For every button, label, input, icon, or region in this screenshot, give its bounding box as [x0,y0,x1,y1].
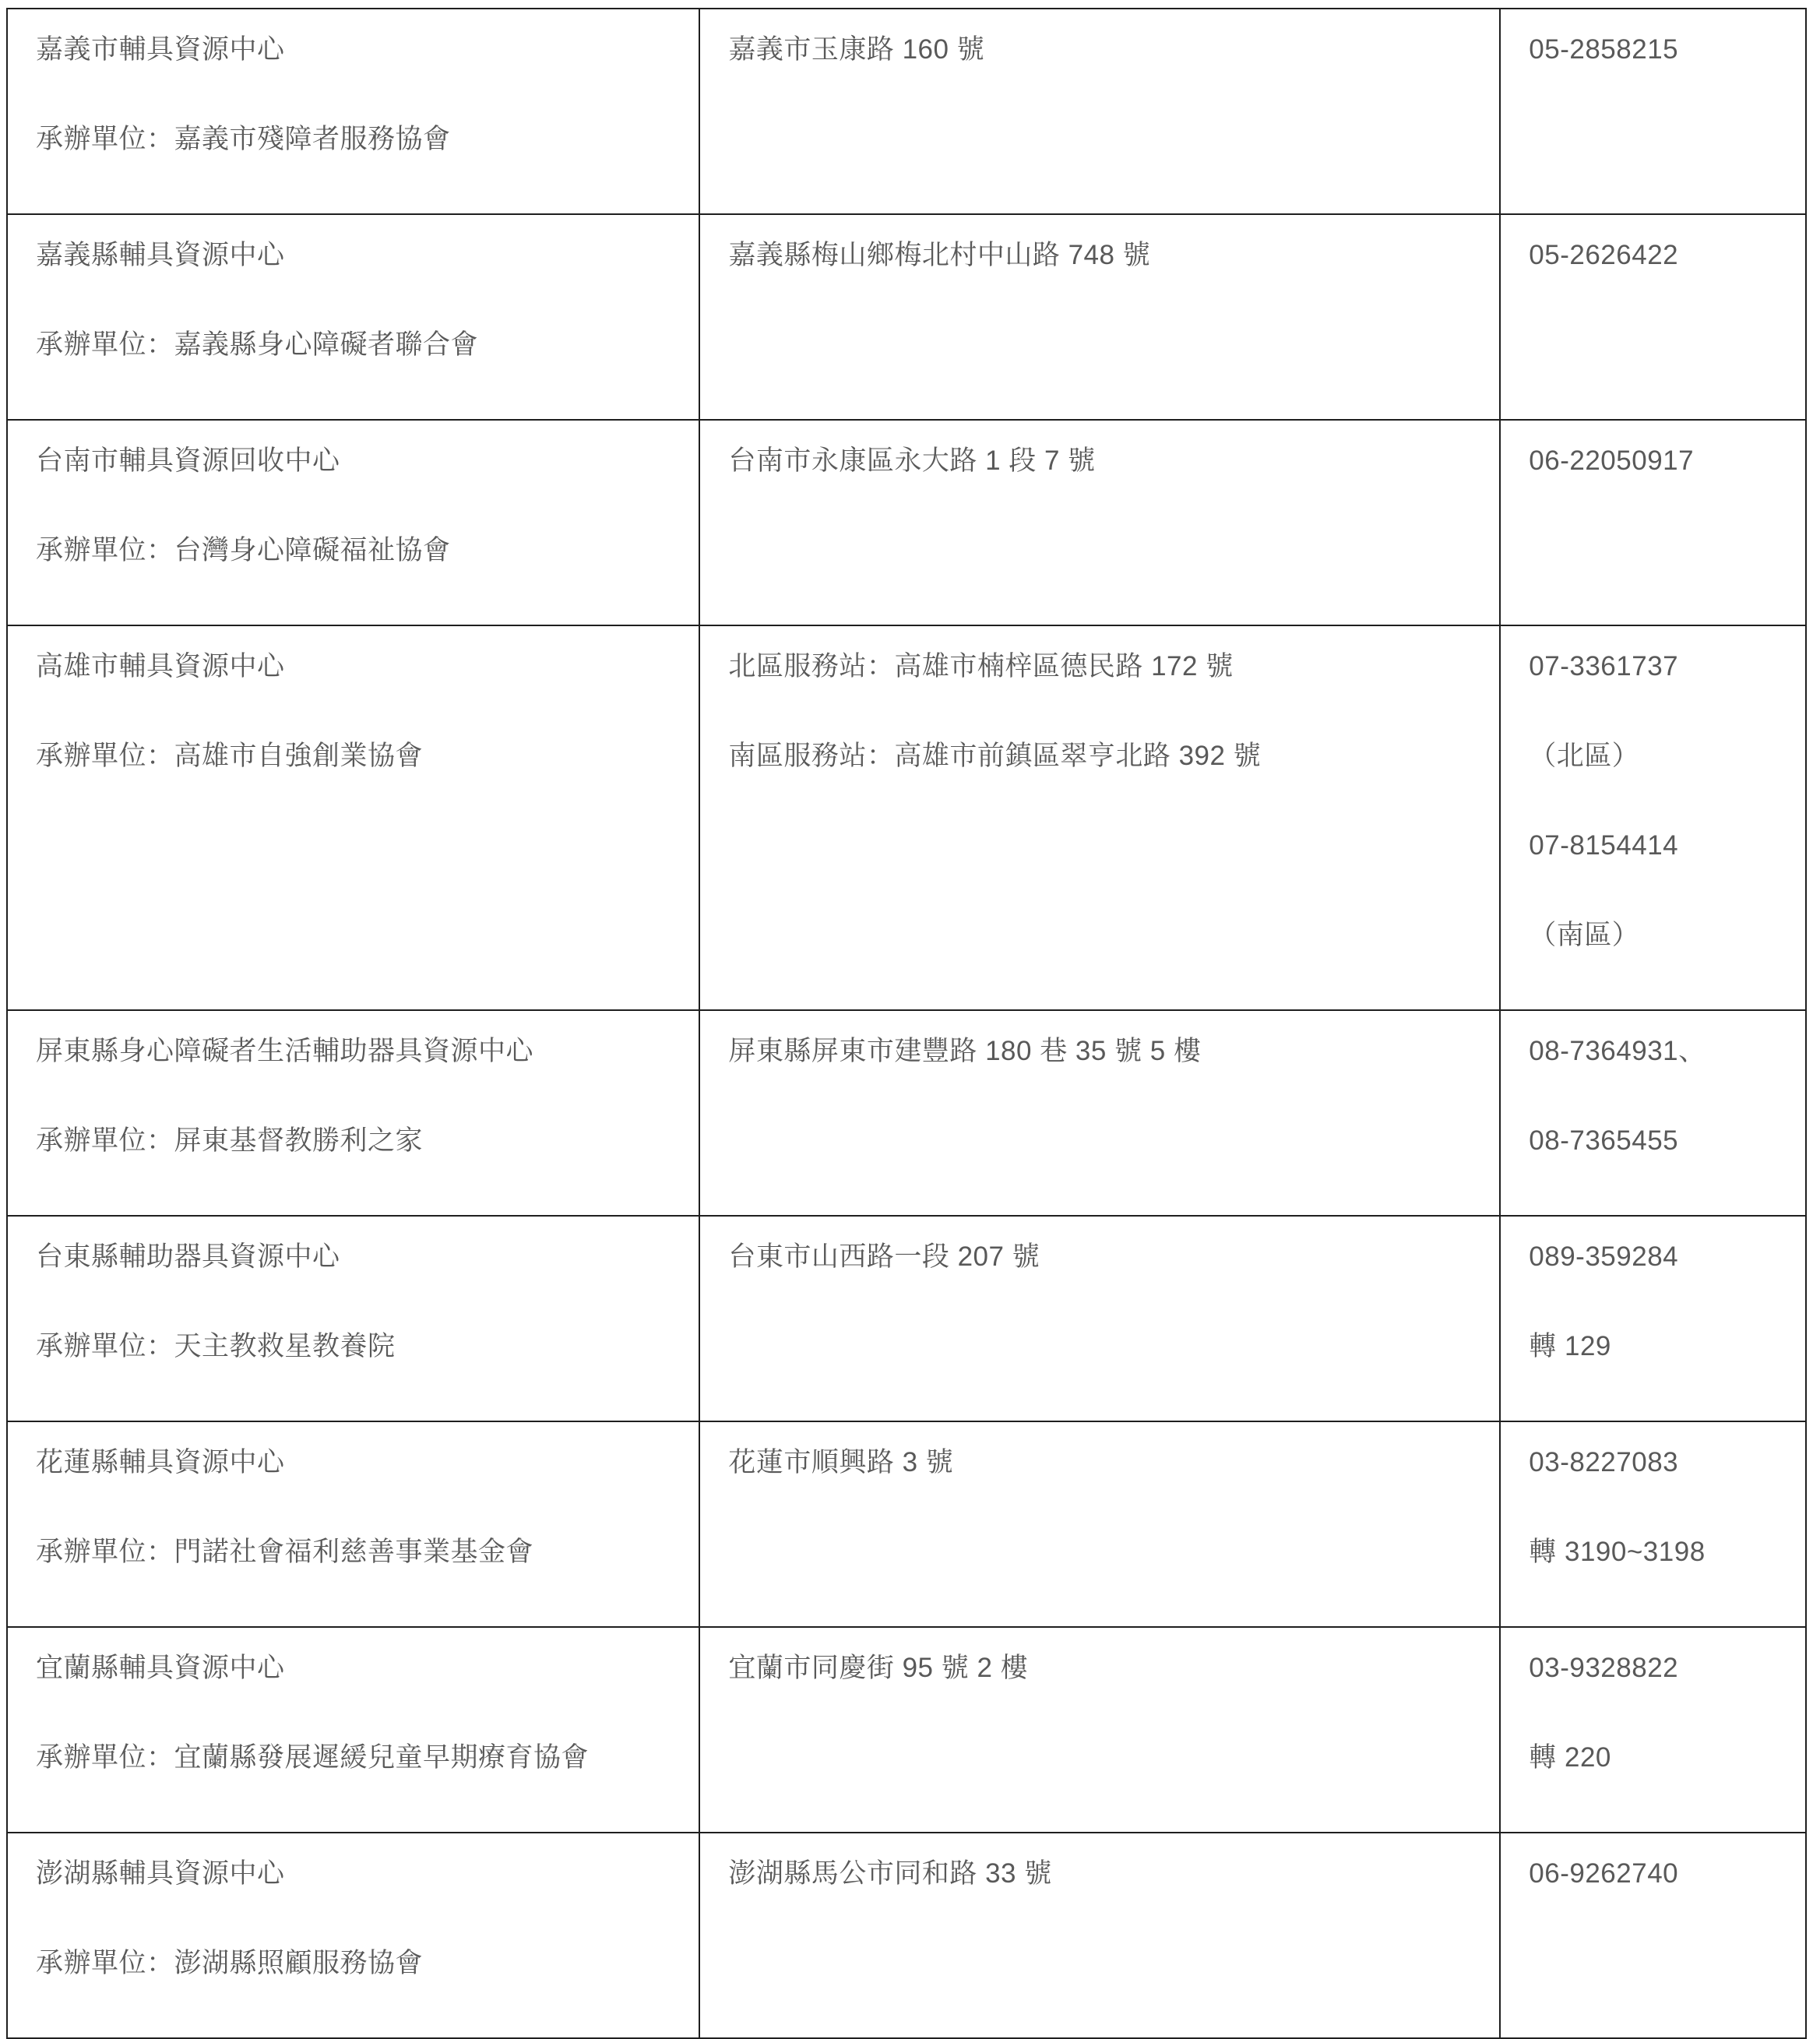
cell-line: 轉 3190~3198 [1529,1537,1706,1567]
cell-line: （南區） [1529,920,1640,950]
center-name-cell [7,214,699,420]
cell-line: 06-22050917 [1529,445,1695,476]
cell-line: 03-8227083 [1529,1447,1679,1477]
phone-cell [1500,1833,1806,2038]
table-body [7,9,1806,2038]
phone-cell [1500,214,1806,420]
cell-line: 北區服務站：高雄市楠梓區德民路 172 號 [728,651,1234,681]
cell-line: 07-8154414 [1529,830,1679,861]
center-name-cell [7,1627,699,1833]
center-name-cell [7,9,699,214]
address-cell [699,625,1500,1010]
cell-line: 澎湖縣輔具資源中心 [36,1858,285,1889]
cell-line: 承辦單位：嘉義縣身心障礙者聯合會 [36,329,479,360]
cell-line: 承辦單位：宜蘭縣發展遲緩兒童早期療育協會 [36,1742,590,1773]
cell-line: 花蓮市順興路 3 號 [728,1447,954,1477]
phone-cell [1500,1627,1806,1833]
cell-line: 承辦單位：天主教救星教養院 [36,1331,396,1361]
table-row [7,1833,1806,2038]
address-cell [699,214,1500,420]
cell-line: 高雄市輔具資源中心 [36,651,285,681]
cell-line: 屏東縣身心障礙者生活輔助器具資源中心 [36,1036,534,1066]
address-cell [699,1216,1500,1421]
address-cell [699,1833,1500,2038]
center-name-cell [7,420,699,625]
cell-line: 轉 220 [1529,1742,1611,1773]
center-name-cell [7,1833,699,2038]
address-cell [699,9,1500,214]
cell-line: 07-3361737 [1529,651,1679,681]
center-name-cell [7,1421,699,1627]
phone-cell [1500,420,1806,625]
cell-line: 承辦單位：台灣身心障礙福祉協會 [36,535,451,565]
cell-line: 南區服務站：高雄市前鎮區翠亨北路 392 號 [728,741,1262,771]
cell-line: 澎湖縣馬公市同和路 33 號 [728,1858,1052,1889]
cell-line: 089-359284 [1529,1241,1679,1272]
cell-line: 承辦單位：嘉義市殘障者服務協會 [36,124,451,154]
cell-line: 轉 129 [1529,1331,1611,1361]
table-row [7,1627,1806,1833]
table-row [7,420,1806,625]
resource-center-table [6,8,1807,2039]
cell-line: 承辦單位：屏東基督教勝利之家 [36,1125,424,1156]
cell-line: （北區） [1529,741,1640,771]
cell-line: 嘉義縣梅山鄉梅北村中山路 748 號 [728,240,1151,270]
table-row [7,1010,1806,1216]
cell-line: 台東市山西路一段 207 號 [728,1241,1040,1272]
phone-cell [1500,1216,1806,1421]
center-name-cell [7,1010,699,1216]
table-row [7,1216,1806,1421]
cell-line: 03-9328822 [1529,1653,1679,1683]
cell-line: 08-7364931、 [1529,1036,1706,1066]
cell-line: 承辦單位：澎湖縣照顧服務協會 [36,1948,424,1978]
cell-line: 嘉義市玉康路 160 號 [728,34,985,65]
cell-line: 08-7365455 [1529,1125,1679,1156]
phone-cell [1500,625,1806,1010]
phone-cell [1500,9,1806,214]
table-row [7,625,1806,1010]
phone-cell [1500,1010,1806,1216]
table-row [7,1421,1806,1627]
cell-line: 宜蘭市同慶街 95 號 2 樓 [728,1653,1029,1683]
address-cell [699,1421,1500,1627]
cell-line: 宜蘭縣輔具資源中心 [36,1653,285,1683]
cell-line: 05-2858215 [1529,34,1679,65]
address-cell [699,420,1500,625]
address-cell [699,1010,1500,1216]
cell-line: 05-2626422 [1529,240,1679,270]
center-name-cell [7,1216,699,1421]
table-row [7,9,1806,214]
cell-line: 06-9262740 [1529,1858,1679,1889]
center-name-cell [7,625,699,1010]
phone-cell [1500,1421,1806,1627]
cell-line: 屏東縣屏東市建豐路 180 巷 35 號 5 樓 [728,1036,1202,1066]
address-cell [699,1627,1500,1833]
cell-line: 台南市永康區永大路 1 段 7 號 [728,445,1096,476]
cell-line: 台南市輔具資源回收中心 [36,445,340,476]
table-row [7,214,1806,420]
cell-line: 台東縣輔助器具資源中心 [36,1241,340,1272]
cell-line: 承辦單位：門諾社會福利慈善事業基金會 [36,1537,534,1567]
cell-line: 嘉義縣輔具資源中心 [36,240,285,270]
cell-line: 承辦單位：高雄市自強創業協會 [36,741,424,771]
cell-line: 嘉義市輔具資源中心 [36,34,285,65]
cell-line: 花蓮縣輔具資源中心 [36,1447,285,1477]
